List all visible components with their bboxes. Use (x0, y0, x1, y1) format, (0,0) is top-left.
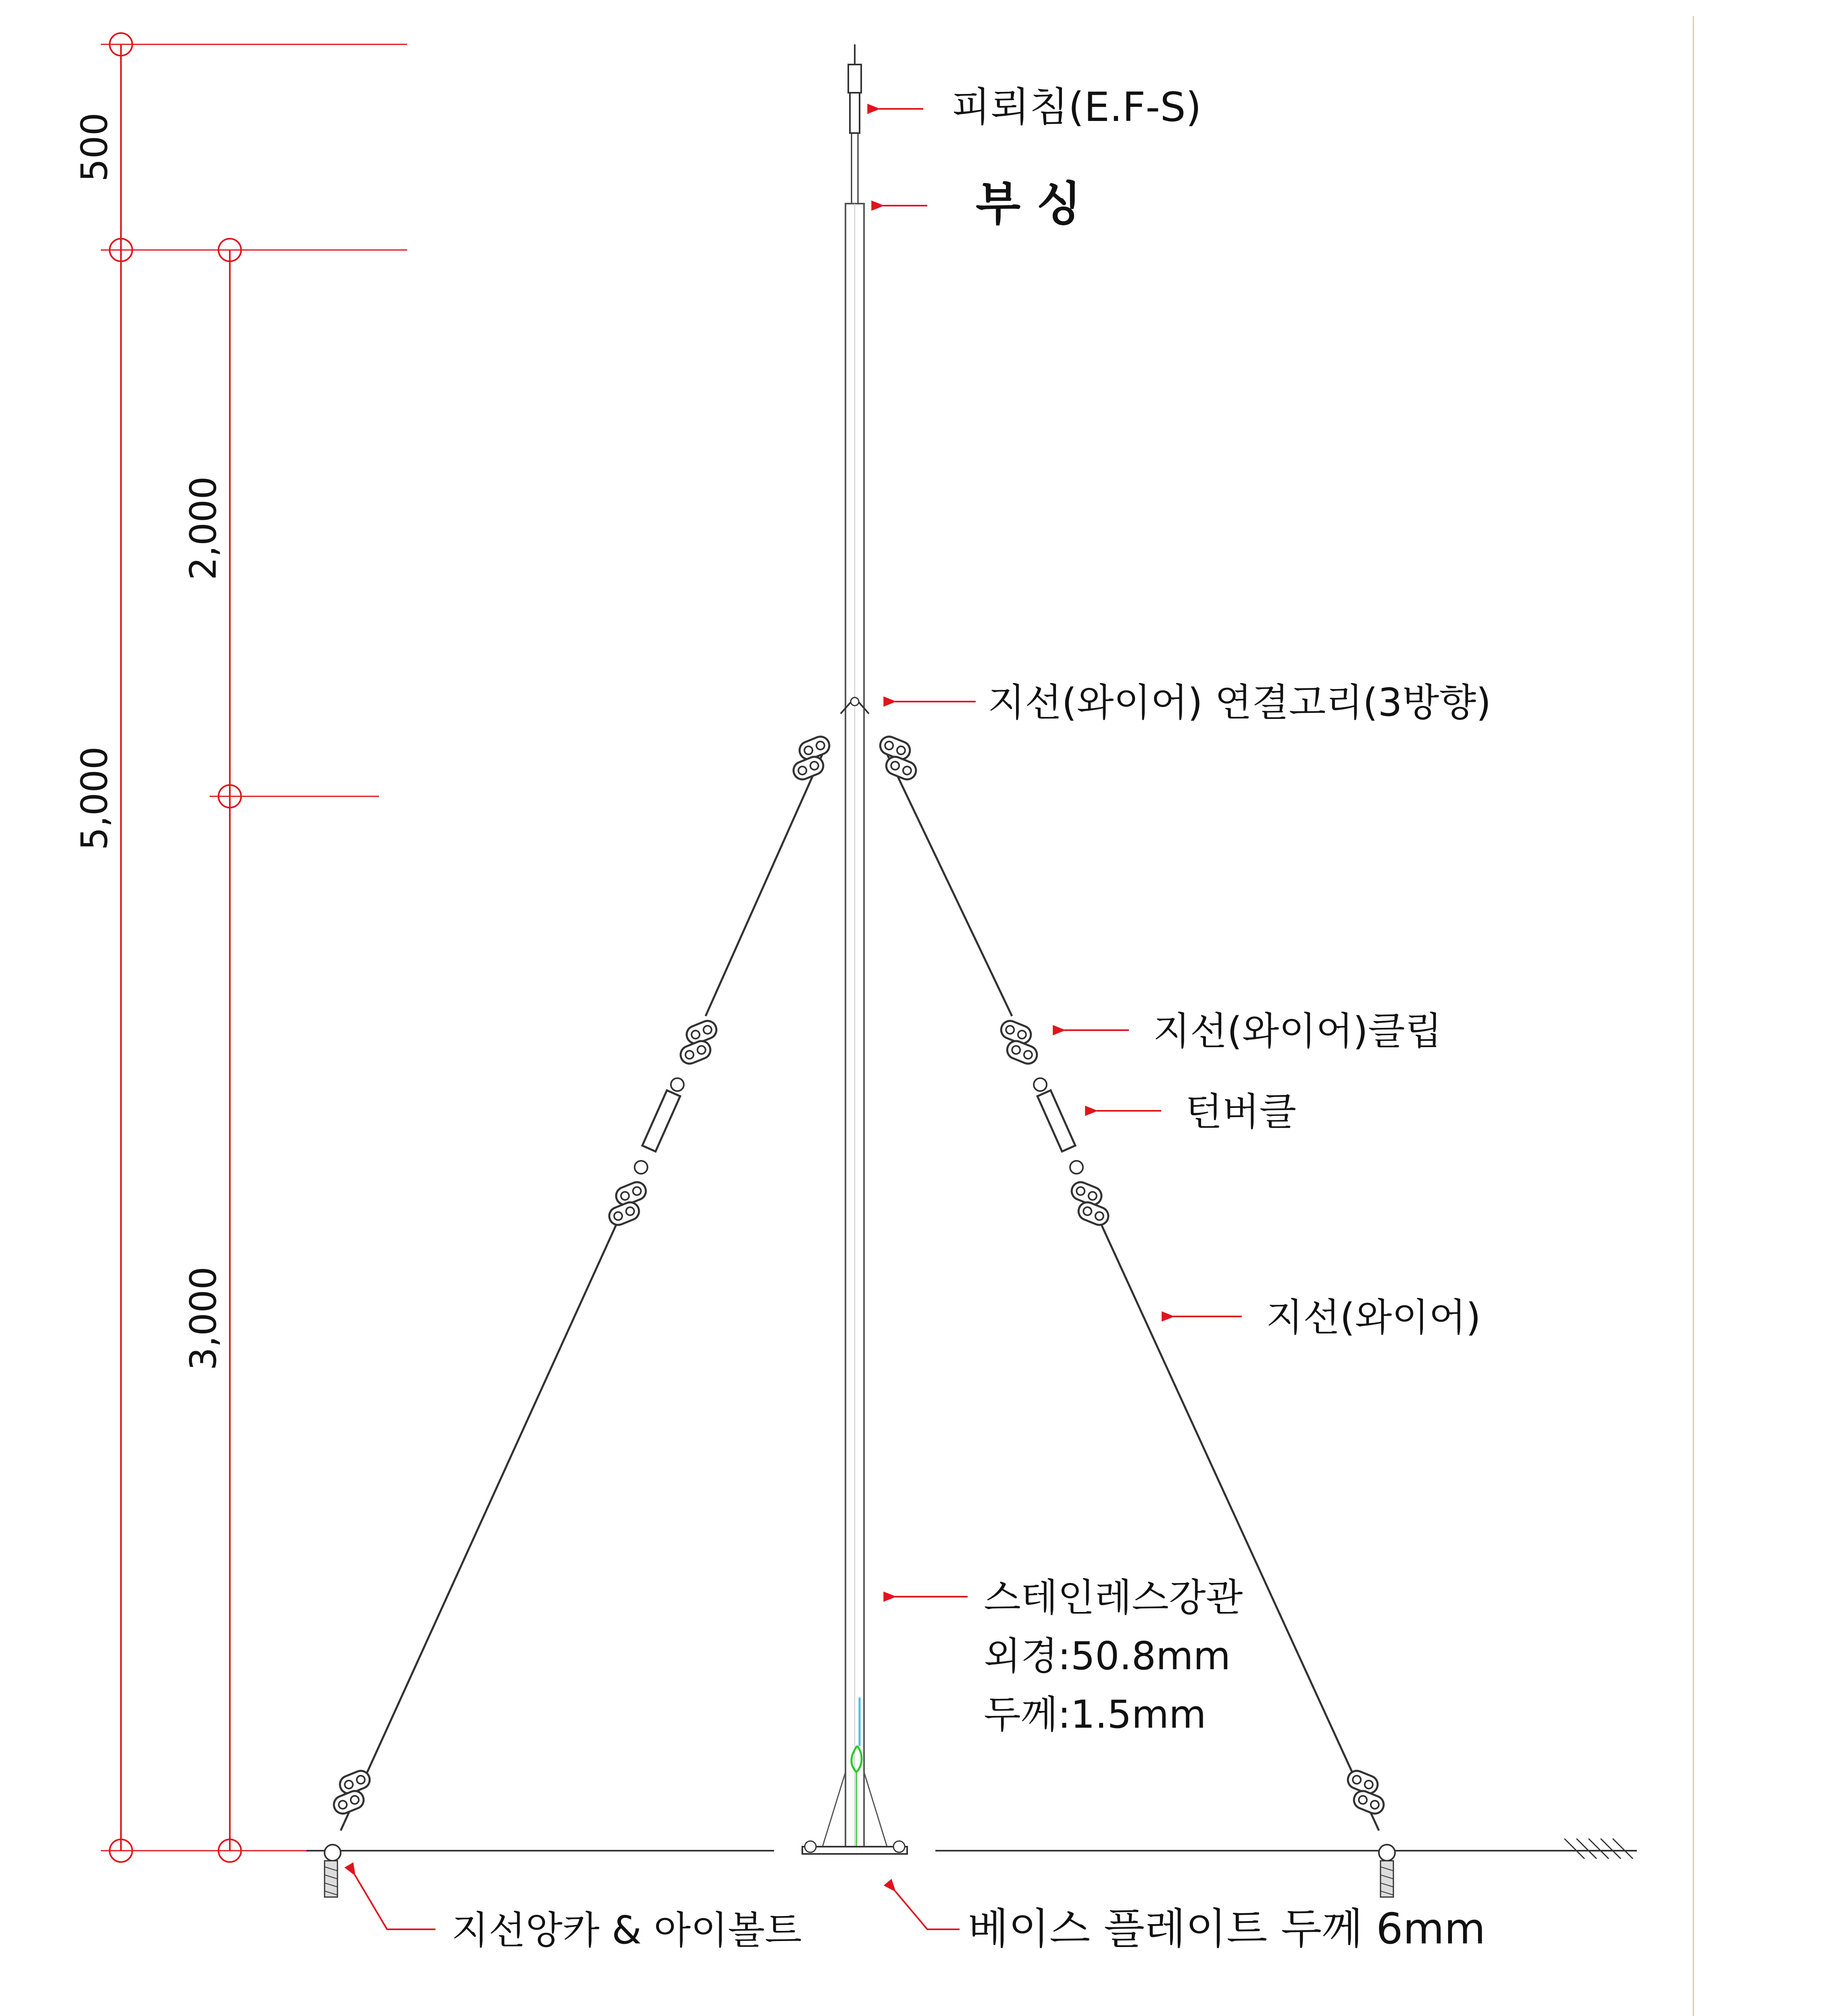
pipe (845, 204, 864, 1849)
label-wire-clip: 지선(와이어)클립 (1153, 1009, 1442, 1054)
ground-line (306, 1839, 1637, 1859)
label-guy-wire: 지선(와이어) (1266, 1295, 1481, 1340)
label-pipe: 스테인레스강관 (984, 1576, 1243, 1620)
label-pipe-thickness: 두께:1.5mm (984, 1693, 1206, 1737)
lightning-rod-tip (848, 44, 861, 204)
label-wire-ring: 지선(와이어) 연결고리(3방향) (988, 681, 1491, 725)
label-turnbuckle: 턴버클 (1185, 1090, 1297, 1134)
dim-lower: 3,000 (182, 1266, 225, 1370)
label-pipe-od: 외경:50.8mm (984, 1634, 1231, 1679)
label-base-plate: 베이스 플레이트 두께 6mm (968, 1904, 1486, 1954)
label-bushing: 부 싱 (976, 177, 1082, 231)
dimension-lines (101, 33, 407, 1862)
guy-wire-left (325, 734, 832, 1897)
dim-upper: 2,000 (182, 476, 225, 580)
label-anchor: 지선앙카 & 아이볼트 (452, 1908, 802, 1953)
label-lightning-rod: 피뢰침(E.F-S) (952, 83, 1201, 131)
dim-tip: 500 (73, 112, 116, 182)
dim-total: 5,000 (73, 746, 116, 850)
